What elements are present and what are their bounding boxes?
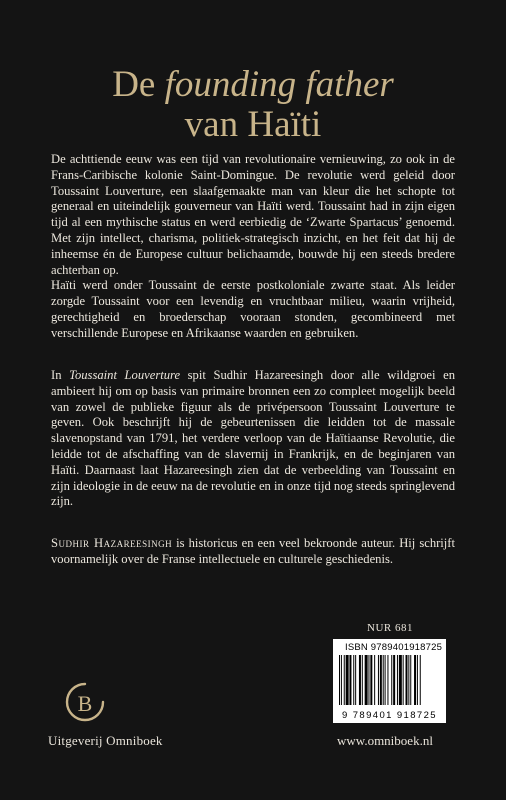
blurb-text-1b: Haïti werd onder Toussaint de eerste postkoloniale zwarte staat. Als leider zorgde Toussaint voor een levendig en vruchtbaar milieu, waarin vrijheid, gerechtigheid en broederschap vooraan stonden, gecombineerd met verschillende Europese en Afrikaanse waarden en gebruiken. [51,278,455,340]
blurb-paragraph-1 [51,152,455,342]
title-prefix: De [112,63,156,105]
author-bio-rest: is historicus en een veel bekroonde auteur. Hij schrijft voornamelijk over de Franse intellectuele en culturele geschiedenis. [51,536,455,566]
isbn-label: ISBN 9789401918725 [345,642,443,653]
blurb-paragraph-2 [51,368,455,510]
author-bio [51,536,455,568]
blurb-text-1a: De achttiende eeuw was een tijd van revolutionaire vernieuwing, zo ook in de Frans-Caribische kolonie Saint-Domingue. De revolutie werd geleid door Toussaint Louverture, een slaafgemaakte man van kleur die het schopte tot generaal en uiteindelijk gouverneur van Haïti werd. Toussaint had in zijn eigen tijd al een mythische status en werd eerbiedig de ‘Zwarte Spartacus’ genoemd. Met zijn intellect, charisma, politiek-strategisch inzicht, en het feit dat hij de inheemse én de Europese cultuur belichaamde, bouwde hij een steeds bredere achterban op. [51,152,455,277]
title-italic: founding father [164,63,394,105]
title-line-1 [0,65,506,105]
nur-code: NUR 681 [367,622,413,634]
para2-rest: spit Sudhir Hazareesingh door alle wildgroei en ambieert hij om op basis van primaire bronnen een zo compleet mogelijk beeld van zowel de publieke figuur als de privépersoon Toussaint Louverture te geven. Ook beschrijft hij de gebeurtenissen die leidden tot de massale slavenopstand van 1791, het verdere verloop van de Haïtiaanse Revolutie, die leidde tot de afschaffing van de slavernij in Frankrijk, en de beginjaren van Haïti. Daarnaast laat Hazareesingh zien dat de verbeelding van Toussaint en zijn ideologie in de eeuw na de revolutie en in onze tijd nog steeds springlevend zijn. [51,368,456,509]
author-bio-text [51,536,455,568]
author-name: Sudhir Hazareesingh [51,536,173,550]
omniboek-logo [62,680,108,728]
title-line-2: van Haïti [184,103,322,145]
book-title-inline: Toussaint Louverture [69,368,181,382]
blurb-text-2 [51,368,455,510]
publisher-website: www.omniboek.nl [337,733,433,748]
barcode-digits: 9 789401 918725 [342,710,437,721]
barcode-bars [339,655,440,705]
logo-letter: B [77,691,93,716]
book-title [0,65,506,145]
isbn-barcode [333,639,446,723]
publisher-name: Uitgeverij Omniboek [48,733,163,748]
para2-start: In [51,368,70,382]
